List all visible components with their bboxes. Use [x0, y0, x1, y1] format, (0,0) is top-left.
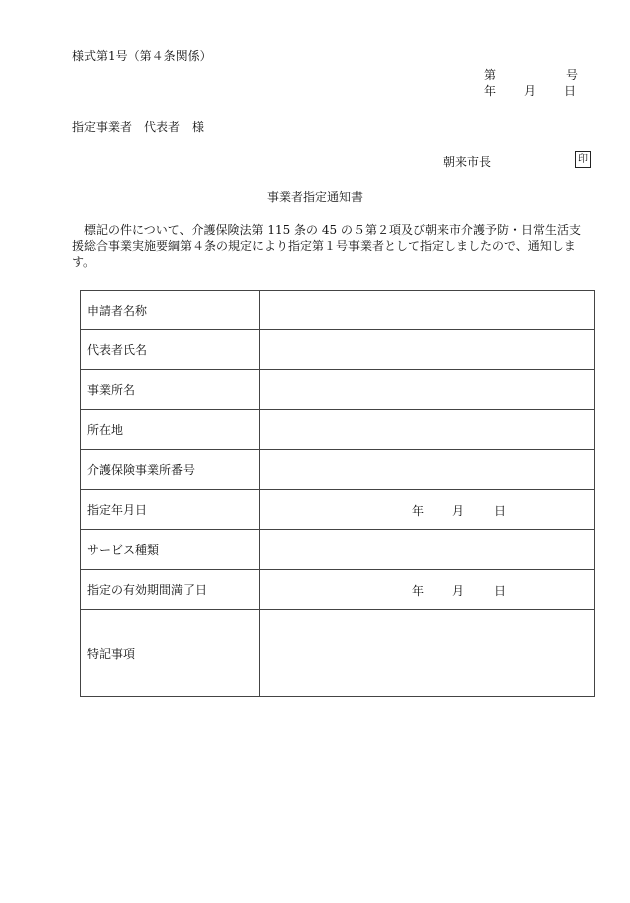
row-label-representative-name: 代表者氏名 [81, 330, 260, 370]
value-service-type [260, 530, 595, 570]
row-label-address: 所在地 [81, 410, 260, 450]
row-label-designation-date: 指定年月日 [81, 490, 260, 530]
value-special-notes [260, 610, 595, 697]
form-number-label: 様式第1号（第４条関係） [72, 49, 212, 63]
designation-info-table [80, 290, 595, 697]
row-label-service-type: サービス種類 [81, 530, 260, 570]
value-address [260, 410, 595, 450]
date-year: 年 [484, 84, 497, 98]
table-row [81, 450, 595, 490]
row-label-office-number: 介護保険事業所番号 [81, 450, 260, 490]
seal-stamp: 印 [575, 151, 591, 168]
expiry-date-year: 年 [412, 584, 425, 598]
table-row [81, 530, 595, 570]
expiry-date-month: 月 [452, 584, 465, 598]
designation-date-year: 年 [412, 504, 425, 518]
row-label-expiry-date: 指定の有効期間満了日 [81, 570, 260, 610]
expiry-date-day: 日 [494, 584, 507, 598]
value-representative-name [260, 330, 595, 370]
table-row [81, 490, 595, 530]
table-row [81, 570, 595, 610]
row-label-applicant-name: 申請者名称 [81, 291, 260, 330]
designation-date-day: 日 [494, 504, 507, 518]
table-row [81, 370, 595, 410]
value-designation-date [260, 490, 595, 530]
value-applicant-name [260, 291, 595, 330]
number-suffix: 号 [566, 68, 579, 82]
table-row [81, 291, 595, 330]
row-label-special-notes: 特記事項 [81, 610, 260, 697]
document-date-line [484, 82, 576, 99]
table-row [81, 330, 595, 370]
designation-date-month: 月 [452, 504, 465, 518]
addressee: 指定事業者 代表者 様 [72, 120, 205, 134]
issuer-name: 朝来市長 [443, 155, 492, 169]
body-paragraph: 標記の件について、介護保険法第 115 条の 45 の５第２項及び朝来市介護予防・日常生活支援総合事業実施要綱第４条の規定により指定第１号事業者として指定しましたので、通知します。 [72, 223, 581, 269]
table-row [81, 410, 595, 450]
value-office-name [260, 370, 595, 410]
date-month: 月 [524, 84, 537, 98]
number-prefix: 第 [484, 68, 497, 82]
table-row [81, 610, 595, 697]
date-day: 日 [564, 84, 577, 98]
value-expiry-date [260, 570, 595, 610]
row-label-office-name: 事業所名 [81, 370, 260, 410]
document-number-line [484, 66, 578, 83]
document-title: 事業者指定通知書 [266, 190, 363, 204]
value-office-number [260, 450, 595, 490]
